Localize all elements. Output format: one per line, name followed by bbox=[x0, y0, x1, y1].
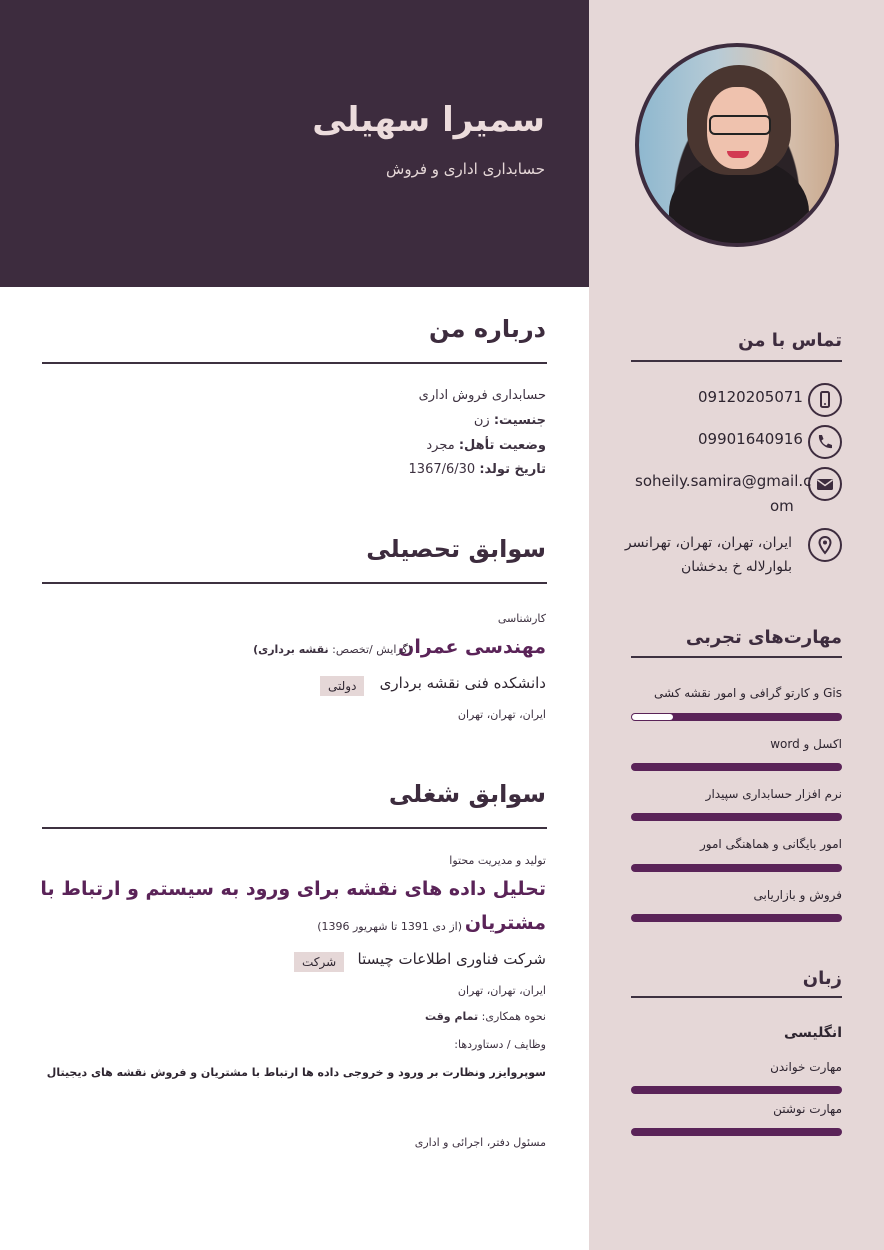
contact-title: تماس با من bbox=[738, 330, 842, 351]
person-name: سمیرا سهیلی bbox=[312, 100, 545, 140]
language-divider bbox=[631, 996, 842, 998]
skill-label: امور بایگانی و هماهنگی امور bbox=[699, 837, 842, 851]
skill-bar-remaining bbox=[632, 714, 673, 720]
company-name: شرکت فناوری اطلاعات چیستا bbox=[357, 950, 546, 968]
address-line-2: بلوارلاله خ بدخشان bbox=[680, 559, 792, 575]
next-position: مسئول دفتر، اجرائی و اداری bbox=[414, 1136, 546, 1149]
marital-value: مجرد bbox=[426, 438, 455, 453]
education-title: سوابق تحصیلی bbox=[366, 535, 546, 563]
skill-bar bbox=[631, 813, 842, 821]
education-divider bbox=[42, 582, 547, 584]
field-of-study: مهندسی عمران bbox=[398, 636, 546, 658]
gender-value: زن bbox=[473, 413, 490, 428]
skill-label: نرم افزار حسابداری سپیدار bbox=[705, 787, 842, 801]
degree: کارشناسی bbox=[497, 612, 546, 625]
birth-label: تاریخ تولد: bbox=[479, 462, 546, 477]
job-title-line-1: تحلیل داده های نقشه برای ورود به سیستم و ارتباط با bbox=[40, 878, 546, 900]
contact-divider bbox=[631, 360, 842, 362]
photo-glasses bbox=[709, 115, 771, 135]
work-title: سوابق شغلی bbox=[388, 780, 546, 808]
language-skill-label: مهارت نوشتن bbox=[773, 1102, 842, 1116]
language-skill-bar bbox=[631, 1086, 842, 1094]
cooperation-label: نحوه همکاری: bbox=[481, 1010, 546, 1023]
birth-row bbox=[409, 462, 546, 477]
marital-label: وضعیت تأهل: bbox=[458, 438, 546, 453]
gender-label: جنسیت: bbox=[493, 413, 546, 428]
skill-bar bbox=[631, 914, 842, 922]
header-banner bbox=[0, 0, 589, 287]
photo-mouth bbox=[727, 151, 749, 158]
language-skill-label: مهارت خواندن bbox=[770, 1060, 842, 1074]
specialty-value: نقشه برداری) bbox=[253, 643, 329, 656]
skill-bar bbox=[631, 864, 842, 872]
birth-value: 1367/6/30 bbox=[408, 462, 476, 477]
location-icon bbox=[808, 528, 842, 562]
duties-label: وظایف / دستاوردها: bbox=[454, 1038, 546, 1051]
skill-label: اکسل و word bbox=[770, 737, 842, 751]
skills-title: مهارت‌های تجربی bbox=[685, 627, 842, 648]
language-title: زبان bbox=[802, 968, 842, 989]
skill-label: Gis و کارتو گرافی و امور نقشه کشی bbox=[653, 686, 842, 700]
about-title: درباره من bbox=[429, 315, 546, 343]
language-name: انگلیسی bbox=[783, 1025, 842, 1041]
skill-label: فروش و بازاریابی bbox=[753, 888, 842, 902]
email-line-2[interactable]: om bbox=[770, 497, 794, 515]
phone-icon bbox=[808, 425, 842, 459]
skill-bar bbox=[631, 713, 842, 721]
address-line-1: ایران، تهران، تهران، تهرانسر bbox=[624, 535, 792, 551]
skill-bar bbox=[631, 763, 842, 771]
job-title-line-2: مشتریان bbox=[464, 912, 546, 934]
cooperation-row bbox=[425, 1010, 546, 1023]
gender-row bbox=[474, 413, 546, 428]
specialty-row bbox=[253, 643, 412, 656]
school-type-badge: دولتی bbox=[320, 676, 364, 696]
education-location: ایران، تهران، تهران bbox=[457, 708, 546, 721]
skills-divider bbox=[631, 656, 842, 658]
work-category: تولید و مدیریت محتوا bbox=[449, 854, 546, 867]
mobile-icon bbox=[808, 383, 842, 417]
marital-row bbox=[426, 438, 546, 453]
about-line: حسابداری فروش اداری bbox=[418, 388, 546, 403]
email-icon bbox=[808, 467, 842, 501]
phone-2[interactable]: 09901640916 bbox=[698, 430, 803, 448]
company-type-badge: شرکت bbox=[294, 952, 344, 972]
profile-photo bbox=[635, 43, 839, 247]
specialty-prefix: (گرایش /تخصص: bbox=[332, 643, 412, 656]
about-divider bbox=[42, 362, 547, 364]
email-line-1[interactable]: soheily.samira@gmail.c bbox=[635, 472, 812, 490]
duties-value: سوپروایزر ونظارت بر ورود و خروجی داده ها ارتباط با مشتریان و فروش نقشه های دیجیتال bbox=[46, 1066, 546, 1079]
language-skill-bar bbox=[631, 1128, 842, 1136]
cooperation-value: تمام وقت bbox=[424, 1010, 479, 1023]
school-name: دانشکده فنی نقشه برداری bbox=[379, 674, 546, 692]
job-title: حسابداری اداری و فروش bbox=[386, 160, 545, 178]
work-divider bbox=[42, 827, 547, 829]
work-period: (از دی 1391 تا شهریور 1396) bbox=[317, 920, 462, 933]
work-location: ایران، تهران، تهران bbox=[457, 984, 546, 997]
phone-1[interactable]: 09120205071 bbox=[698, 388, 803, 406]
